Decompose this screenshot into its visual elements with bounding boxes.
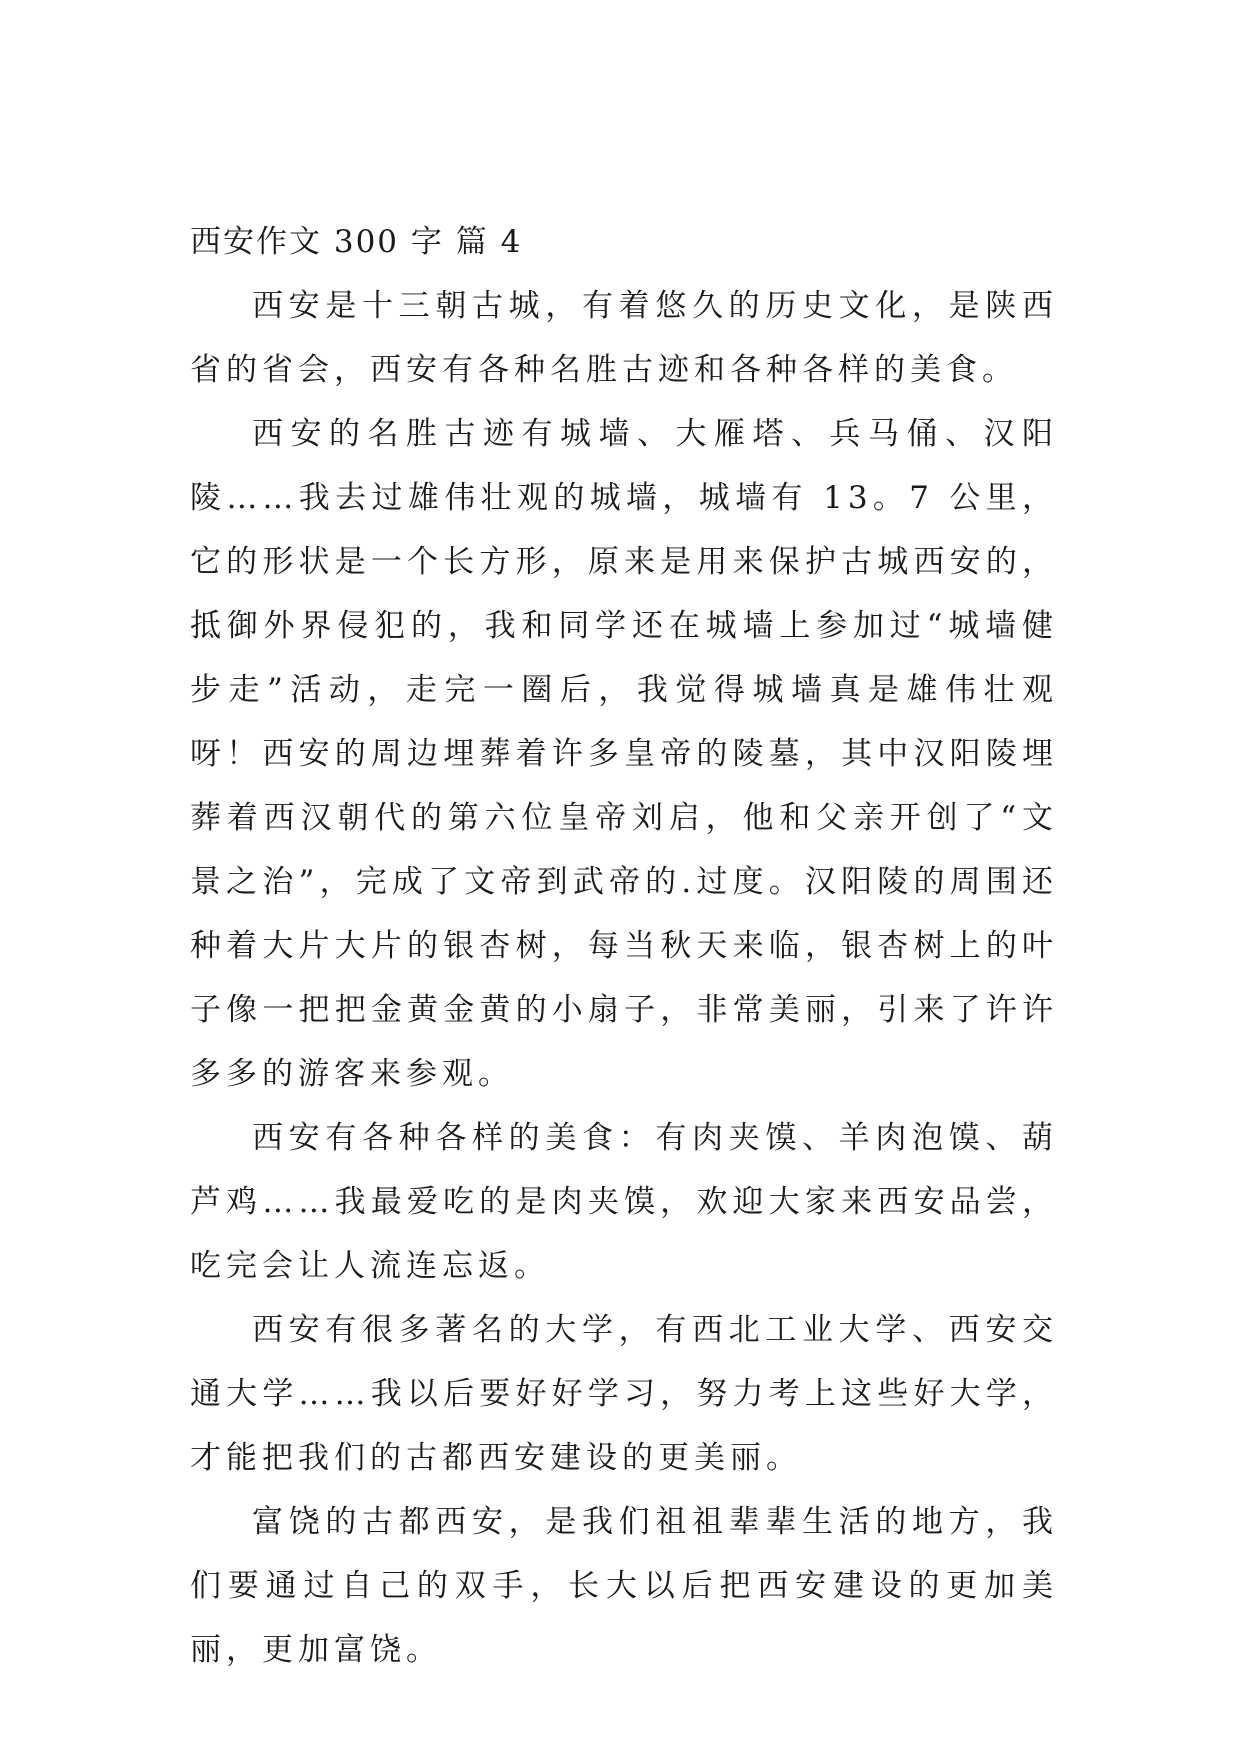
document-title: 西安作文 300 字 篇 4 [190, 224, 523, 260]
paragraph-universities: 西安有很多著名的大学，有西北工业大学、西安交通大学……我以后要好好学习，努力考上这些好大学，才能把我们的古都西安建设的更美丽。 [190, 1312, 1058, 1476]
paragraph-intro: 西安是十三朝古城，有着悠久的历史文化，是陕西省的省会，西安有各种名胜古迹和各种各样的美食。 [190, 288, 1058, 388]
paragraph-landmarks: 西安的名胜古迹有城墙、大雁塔、兵马俑、汉阳陵……我去过雄伟壮观的城墙，城墙有 13。7 公里，它的形状是一个长方形，原来是用来保护古城西安的，抵御外界侵犯的，我和同学还在城墙上参加过“城墙健步走”活动，走完一圈后，我觉得城墙真是雄伟壮观呀！西安的周边埋葬着许多皇帝的陵墓，其中汉阳陵埋葬着西汉朝代的第六位皇帝刘启，他和父亲开创了“文景之治”，完成了文帝到武帝的.过度。汉阳陵的周围还种着大片大片的银杏树，每当秋天来临，银杏树上的叶子像一把把金黄金黄的小扇子，非常美丽，引来了许许多多的游客来参观。 [190, 416, 1058, 1092]
document-page [190, 210, 1058, 1682]
paragraph-conclusion: 富饶的古都西安，是我们祖祖辈辈生活的地方，我们要通过自己的双手，长大以后把西安建设的更加美丽，更加富饶。 [190, 1504, 1058, 1668]
paragraph-food: 西安有各种各样的美食：有肉夹馍、羊肉泡馍、葫芦鸡……我最爱吃的是肉夹馍，欢迎大家来西安品尝，吃完会让人流连忘返。 [190, 1120, 1058, 1284]
